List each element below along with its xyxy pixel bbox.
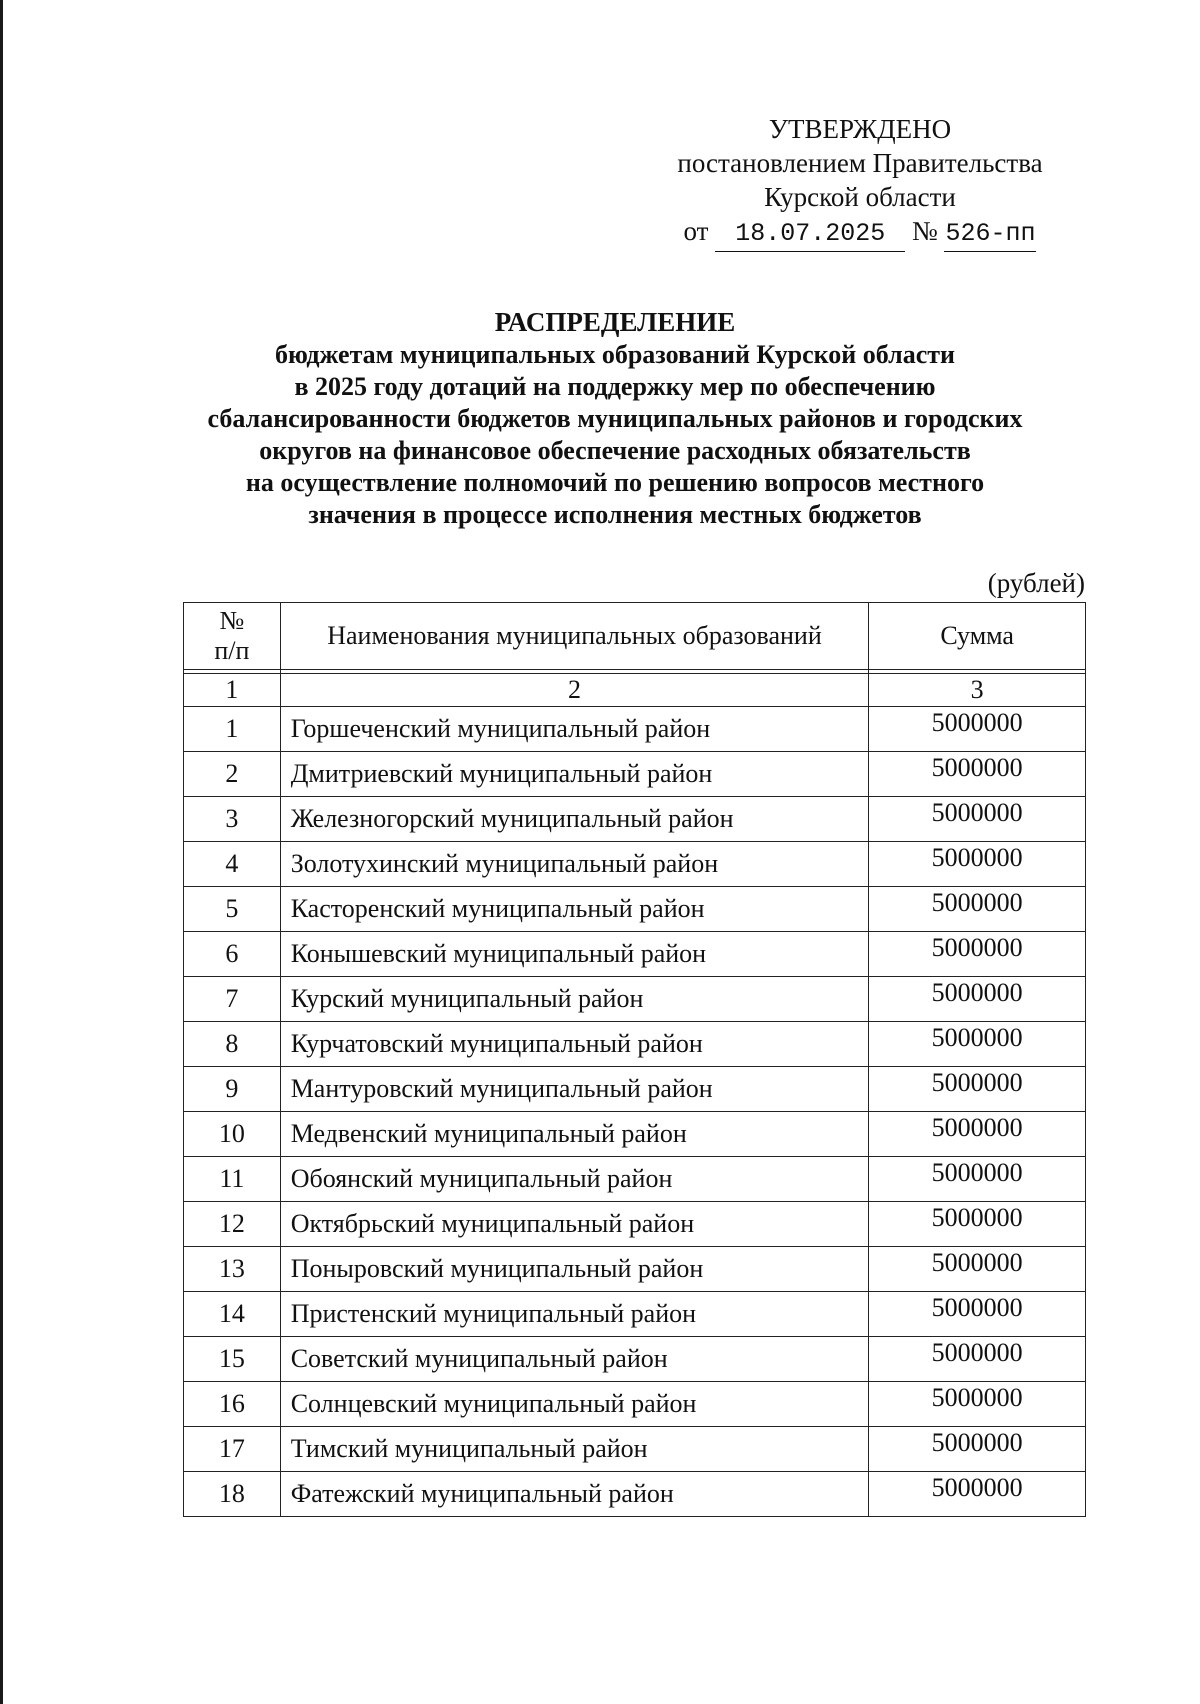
table-row xyxy=(184,1337,1086,1382)
table-row xyxy=(184,1292,1086,1337)
decree-number: 526-пп xyxy=(944,217,1036,252)
subtitle-line: сбалансированности бюджетов муниципальных районов и городских xyxy=(207,404,1023,433)
table-row xyxy=(184,977,1086,1022)
amount-value: 5000000 xyxy=(931,1248,1023,1277)
amount-value: 5000000 xyxy=(931,843,1023,872)
row-number: 13 xyxy=(184,1247,281,1292)
table-row xyxy=(184,1427,1086,1472)
row-number: 17 xyxy=(184,1427,281,1472)
document-heading: РАСПРЕДЕЛЕНИЕ xyxy=(494,307,736,337)
row-number: 2 xyxy=(184,752,281,797)
approval-title: УТВЕРЖДЕНО xyxy=(768,114,952,144)
row-number: 15 xyxy=(184,1337,281,1382)
table-row xyxy=(184,887,1086,932)
municipality-name: Золотухинский муниципальный район xyxy=(280,842,869,887)
approval-line-1: постановлением Правительства xyxy=(677,148,1043,178)
table-row xyxy=(184,1157,1086,1202)
row-number: 8 xyxy=(184,1022,281,1067)
table-row xyxy=(184,1067,1086,1112)
row-number: 14 xyxy=(184,1292,281,1337)
column-number: 1 xyxy=(184,674,281,707)
municipality-name: Медвенский муниципальный район xyxy=(280,1112,869,1157)
date-prefix: от xyxy=(683,216,709,246)
amount-value: 5000000 xyxy=(931,1203,1023,1232)
distribution-table xyxy=(183,602,1086,1517)
amount xyxy=(869,797,1086,842)
header-sum: Сумма xyxy=(869,603,1086,670)
municipality-name: Мантуровский муниципальный район xyxy=(280,1067,869,1112)
table-row xyxy=(184,1382,1086,1427)
approval-line-2: Курской области xyxy=(764,182,956,212)
subtitle-line: значения в процессе исполнения местных бюджетов xyxy=(308,500,922,529)
header-number-label: п/п xyxy=(214,636,250,665)
column-number: 2 xyxy=(280,674,869,707)
amount-value: 5000000 xyxy=(931,753,1023,782)
table-row xyxy=(184,1472,1086,1517)
table-row xyxy=(184,1202,1086,1247)
municipality-name: Советский муниципальный район xyxy=(280,1337,869,1382)
row-number: 18 xyxy=(184,1472,281,1517)
number-prefix: № xyxy=(911,216,938,246)
row-number: 4 xyxy=(184,842,281,887)
table-row xyxy=(184,932,1086,977)
amount-value: 5000000 xyxy=(931,1068,1023,1097)
amount-value: 5000000 xyxy=(931,1158,1023,1187)
municipality-name: Октябрьский муниципальный район xyxy=(280,1202,869,1247)
amount xyxy=(869,842,1086,887)
amount-value: 5000000 xyxy=(931,1293,1023,1322)
amount xyxy=(869,977,1086,1022)
units-label: (рублей) xyxy=(987,568,1085,598)
approval-stamp-block xyxy=(640,112,1080,252)
amount-value: 5000000 xyxy=(931,1023,1023,1052)
row-number: 1 xyxy=(184,707,281,752)
amount-value: 5000000 xyxy=(931,1383,1023,1412)
municipality-name: Солнцевский муниципальный район xyxy=(280,1382,869,1427)
amount-value: 5000000 xyxy=(931,798,1023,827)
amount xyxy=(869,1292,1086,1337)
amount xyxy=(869,1157,1086,1202)
amount xyxy=(869,752,1086,797)
table-row xyxy=(184,1022,1086,1067)
row-number: 6 xyxy=(184,932,281,977)
municipality-name: Тимский муниципальный район xyxy=(280,1427,869,1472)
subtitle-line: в 2025 году дотаций на поддержку мер по обеспечению xyxy=(294,372,936,401)
table-row xyxy=(184,797,1086,842)
row-number: 7 xyxy=(184,977,281,1022)
municipality-name: Пристенский муниципальный район xyxy=(280,1292,869,1337)
document-title-block xyxy=(120,306,1110,531)
municipality-name: Касторенский муниципальный район xyxy=(280,887,869,932)
amount-value: 5000000 xyxy=(931,1113,1023,1142)
amount xyxy=(869,1112,1086,1157)
municipality-name: Курчатовский муниципальный район xyxy=(280,1022,869,1067)
municipality-name: Конышевский муниципальный район xyxy=(280,932,869,977)
table-row xyxy=(184,1247,1086,1292)
table-header-row xyxy=(184,603,1086,670)
amount xyxy=(869,707,1086,752)
approval-date-line xyxy=(640,214,1080,252)
municipality-name: Дмитриевский муниципальный район xyxy=(280,752,869,797)
table-row xyxy=(184,842,1086,887)
row-number: 9 xyxy=(184,1067,281,1112)
subtitle-line: округов на финансовое обеспечение расходных обязательств xyxy=(259,436,971,465)
municipality-name: Курский муниципальный район xyxy=(280,977,869,1022)
municipality-name: Фатежский муниципальный район xyxy=(280,1472,869,1517)
amount xyxy=(869,1067,1086,1112)
amount xyxy=(869,1247,1086,1292)
amount xyxy=(869,1337,1086,1382)
amount xyxy=(869,887,1086,932)
municipality-name: Горшеченский муниципальный район xyxy=(280,707,869,752)
amount-value: 5000000 xyxy=(931,1473,1023,1502)
table-row xyxy=(184,752,1086,797)
row-number: 5 xyxy=(184,887,281,932)
amount-value: 5000000 xyxy=(931,1338,1023,1367)
scan-left-edge xyxy=(0,0,3,1704)
municipality-name: Обоянский муниципальный район xyxy=(280,1157,869,1202)
amount xyxy=(869,1427,1086,1472)
amount-value: 5000000 xyxy=(931,978,1023,1007)
amount-value: 5000000 xyxy=(931,888,1023,917)
amount xyxy=(869,932,1086,977)
column-number-row xyxy=(184,674,1086,707)
amount-value: 5000000 xyxy=(931,1428,1023,1457)
amount xyxy=(869,1382,1086,1427)
amount xyxy=(869,1202,1086,1247)
amount xyxy=(869,1472,1086,1517)
header-number-sign: № xyxy=(219,606,245,635)
row-number: 10 xyxy=(184,1112,281,1157)
header-name: Наименования муниципальных образований xyxy=(280,603,869,670)
amount xyxy=(869,1022,1086,1067)
subtitle-line: бюджетам муниципальных образований Курской области xyxy=(275,340,955,369)
table-row xyxy=(184,1112,1086,1157)
column-number: 3 xyxy=(869,674,1086,707)
table-row xyxy=(184,707,1086,752)
row-number: 12 xyxy=(184,1202,281,1247)
subtitle-line: на осуществление полномочий по решению вопросов местного xyxy=(245,468,985,497)
amount-value: 5000000 xyxy=(931,708,1023,737)
municipality-name: Железногорский муниципальный район xyxy=(280,797,869,842)
row-number: 11 xyxy=(184,1157,281,1202)
row-number: 3 xyxy=(184,797,281,842)
decree-date: 18.07.2025 xyxy=(715,217,905,252)
amount-value: 5000000 xyxy=(931,933,1023,962)
row-number: 16 xyxy=(184,1382,281,1427)
header-number xyxy=(184,603,281,670)
municipality-name: Поныровский муниципальный район xyxy=(280,1247,869,1292)
